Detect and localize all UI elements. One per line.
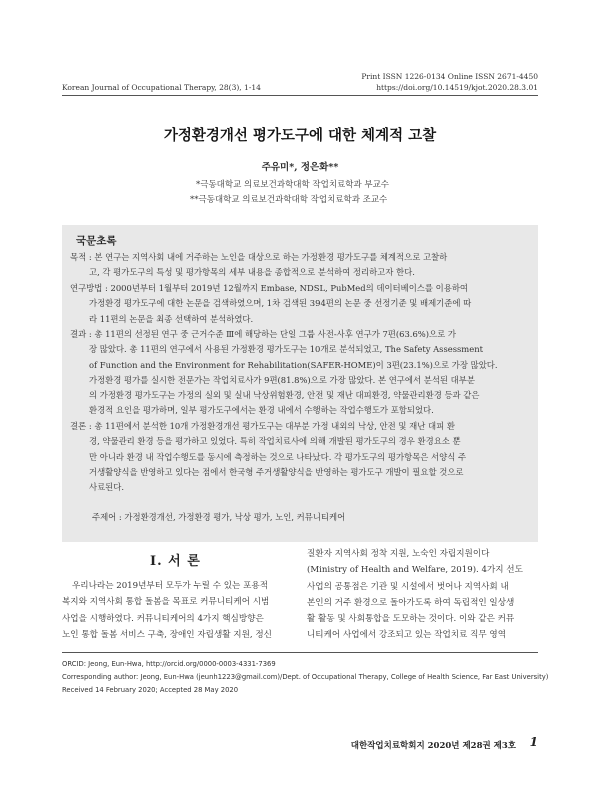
abstract-results bbox=[70, 327, 530, 419]
intro-left-column bbox=[62, 578, 290, 643]
footer-journal-issue: 대한작업치료학회지 2020년 제28권 제3호 bbox=[350, 741, 516, 751]
issn-line: Print ISSN 1226-0134 Online ISSN 2671-4450 bbox=[361, 72, 538, 81]
abstract-line: 결과 : 총 11편의 선정된 연구 중 근거수준 Ⅲ에 해당하는 단일 그룹 사전-사후 연구가 7편(63.6%)으로 가 bbox=[70, 329, 456, 339]
abstract-line: 경, 약물관리 환경 등을 평가하고 있었다. 특히 작업치료사에 의해 개발된 평가도구의 경우 환경요소 뿐 bbox=[89, 436, 461, 447]
body-line: 우리나라는 2019년부터 모두가 누릴 수 있는 포용적 bbox=[72, 581, 268, 591]
affiliation-1: *극동대학교 의료보건과학대학 작업치료학과 부교수 bbox=[196, 180, 389, 190]
abstract-keywords bbox=[92, 510, 552, 525]
abstract-methods bbox=[70, 281, 530, 327]
abstract-line: 목적 : 본 연구는 지역사회 내에 거주하는 노인을 대상으로 하는 가정환경 평가도구를 체계적으로 고찰하 bbox=[70, 252, 448, 262]
body-line: (Ministry of Health and Welfare, 2019). 4가지 선도 bbox=[307, 565, 523, 576]
abstract-line: 사료된다. bbox=[89, 482, 125, 493]
corresponding-author-note: Corresponding author: Jeong, Eun-Hwa (jeunh1223@gmail.com)/Dept. of Occupational Therapy, College of Health Science, Far East University) bbox=[62, 673, 549, 681]
affiliation-2: **극동대학교 의료보건과학대학 작업치료학과 조교수 bbox=[190, 195, 388, 205]
header-rule bbox=[62, 95, 538, 96]
abstract-line: 연구방법 : 2000년부터 1월부터 2019년 12월까지 Embase, NDSL, PubMed의 데이터베이스를 이용하여 bbox=[70, 283, 469, 293]
intro-right-column bbox=[307, 546, 535, 644]
abstract-line: 거생활양식을 반영하고 있다는 점에서 한국형 주거생활양식을 반영하는 평가도구 개발이 필요할 것으로 bbox=[89, 466, 464, 477]
authors: 주유미*, 정은화** bbox=[261, 162, 339, 173]
paper-title: 가정환경개선 평가도구에 대한 체계적 고찰 bbox=[163, 127, 437, 144]
body-line: 질환자 지역사회 정착 지원, 노숙인 자립지원이다 bbox=[307, 549, 490, 559]
abstract-line: 고, 각 평가도구의 특성 및 평가항목의 세부 내용을 종합적으로 분석하여 정리하고자 한다. bbox=[89, 267, 415, 278]
journal-citation: Korean Journal of Occupational Therapy, 28(3), 1-14 bbox=[62, 83, 261, 92]
abstract-line: 가정환경 평가를 실시한 전문가는 작업치료사가 9편(81.8%)으로 가장 많았다. 본 연구에서 분석된 대부분 bbox=[89, 374, 475, 385]
body-line: 노인 통합 돌봄 서비스 구축, 장애인 자립생활 지원, 정신 bbox=[62, 629, 272, 640]
section-heading: Ⅰ. 서 론 bbox=[150, 554, 201, 569]
body-line: 사업을 시행하였다. 커뮤니티케어의 4가지 핵심방향은 bbox=[62, 613, 264, 624]
abstract-line: 결론 : 총 11편에서 분석한 10개 가정환경개선 평가도구는 대부분 가정 내외의 낙상, 안전 및 재난 대피 환 bbox=[70, 421, 455, 431]
abstract-line: of Function and the Environment for Rehabilitation(SAFER-HOME)이 3편(23.1%)으로 가장 많았다. bbox=[89, 359, 498, 370]
orcid-note: ORCID: Jeong, Eun-Hwa, http://orcid.org/0000-0003-4331-7369 bbox=[62, 660, 276, 668]
abstract-line: 라 11편의 논문을 최종 선택하여 분석하였다. bbox=[89, 313, 254, 324]
body-line: 니티케어 사업에서 강조되고 있는 작업치료 직무 영역 bbox=[307, 630, 507, 641]
abstract-objective bbox=[70, 250, 530, 281]
received-dates-note: Received 14 February 2020; Accepted 28 May 2020 bbox=[62, 686, 239, 694]
abstract-line: 의 가정환경 평가도구는 가정의 실외 및 실내 낙상위험환경, 안전 및 재난 대피환경, 약물관리환경 등과 같은 bbox=[89, 390, 480, 401]
body-line: 활 활동 및 사회통합을 도모하는 것이다. 이와 같은 커뮤 bbox=[307, 614, 515, 625]
body-line: 사업의 공통점은 기관 및 시설에서 벗어나 지역사회 내 bbox=[307, 581, 509, 592]
abstract-conclusion bbox=[70, 419, 530, 495]
abstract-line: 장 많았다. 총 11편의 연구에서 사용된 가정환경 평가도구는 10개로 분석되었고, The Safety Assessment bbox=[89, 344, 483, 355]
page-number: 1 bbox=[529, 735, 538, 749]
body-line: 복지와 지역사회 통합 돌봄을 목표로 커뮤니티케어 시범 bbox=[62, 597, 270, 608]
abstract-line: 만 아니라 환경 내 작업수행도를 동시에 측정하는 것으로 나타났다. 각 평가도구의 평가항목은 서양식 주 bbox=[89, 451, 467, 462]
doi-link[interactable]: https://doi.org/10.14519/kjot.2020.28.3.01 bbox=[376, 83, 538, 92]
keywords-line: 주제어 : 가정환경개선, 가정환경 평가, 낙상 평가, 노인, 커뮤니티케어 bbox=[92, 512, 346, 522]
abstract-heading: 국문초록 bbox=[76, 235, 117, 247]
abstract-line: 환경적 요인을 평가하며, 일부 평가도구에서는 환경 내에서 수행하는 작업수행도가 포함되었다. bbox=[89, 405, 434, 416]
abstract-line: 가정환경 평가도구에 대한 논문을 검색하였으며, 1차 검색된 394편의 논문 중 선정기준 및 배제기준에 따 bbox=[89, 298, 472, 309]
body-line: 본인의 거주 환경으로 돌아가도록 하여 독립적인 일상생 bbox=[307, 597, 515, 608]
footnote-rule bbox=[62, 652, 538, 653]
